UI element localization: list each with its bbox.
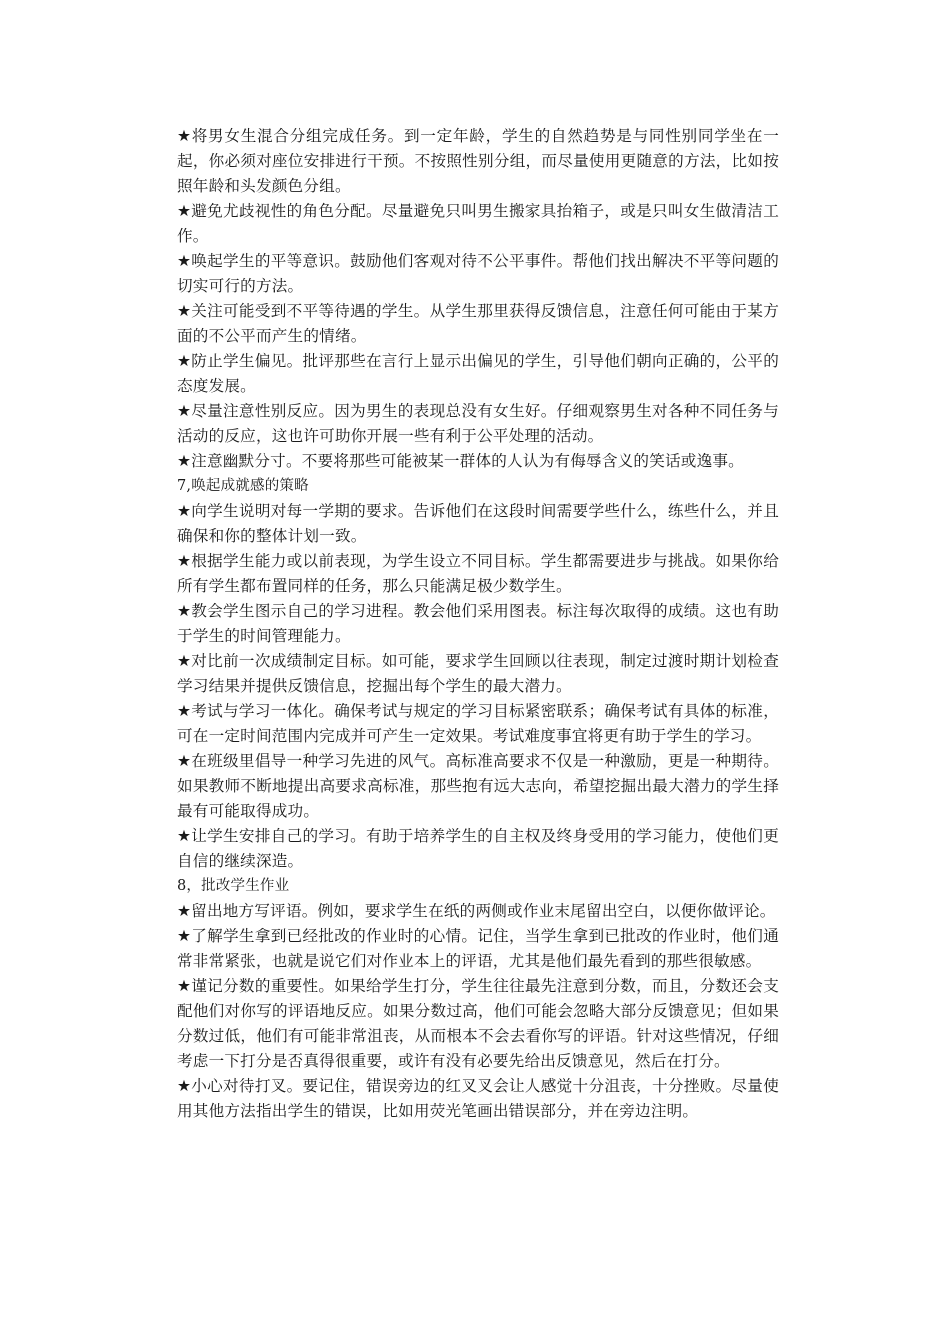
section-7-heading: 7,唤起成就感的策略	[177, 478, 309, 494]
tip-mixed-groups: ★将男女生混合分组完成任务。到一定年龄，学生的自然趋势是与同性别同学坐在一起，你必须对座位安排进行干预。不按照性别分组，而尽量使用更随意的方法，比如按照年龄和头发颜色分组。	[177, 127, 779, 195]
tip-prevent-prejudice: ★防止学生偏见。批评那些在言行上显示出偏见的学生，引导他们朝向正确的，公平的态度发展。	[177, 352, 779, 395]
tip-different-goals: ★根据学生能力或以前表现，为学生设立不同目标。学生都需要进步与挑战。如果你给所有学生都布置同样的任务，那么只能满足极少数学生。	[177, 552, 779, 595]
tip-humor: ★注意幽默分寸。不要将那些可能被某一群体的人认为有侮辱含义的笑话或逸事。	[177, 452, 744, 470]
section-8-heading: 8，批改学生作业	[177, 878, 290, 894]
tip-equality-awareness: ★唤起学生的平等意识。鼓励他们客观对待不公平事件。帮他们找出解决不平等问题的切实可行的方法。	[177, 252, 779, 295]
tip-term-requirements: ★向学生说明对每一学期的要求。告诉他们在这段时间需要学些什么，练些什么，并且确保和你的整体计划一致。	[177, 502, 779, 545]
tip-gender-reaction: ★尽量注意性别反应。因为男生的表现总没有女生好。仔细观察男生对各种不同任务与活动的反应，这也许可助你开展一些有利于公平处理的活动。	[177, 402, 779, 445]
tip-progress-chart: ★教会学生图示自己的学习进程。教会他们采用图表。标注每次取得的成绩。这也有助于学生的时间管理能力。	[177, 602, 779, 645]
tip-exam-integration: ★考试与学习一体化。确保考试与规定的学习目标紧密联系；确保考试有具体的标准，可在一定时间范围内完成并可产生一定效果。考试难度事宜将更有助于学生的学习。	[177, 702, 779, 745]
tip-student-feelings: ★了解学生拿到已经批改的作业时的心情。记住，当学生拿到已批改的作业时，他们通常非常紧张，也就是说它们对作业本上的评语，尤其是他们最先看到的那些很敏感。	[177, 927, 779, 970]
tip-role-assignment: ★避免尤歧视性的角色分配。尽量避免只叫男生搬家具抬箱子，或是只叫女生做清洁工作。	[177, 202, 779, 245]
tip-compare-scores: ★对比前一次成绩制定目标。如可能，要求学生回顾以往表现，制定过渡时期计划检查学习结果并提供反馈信息，挖掘出每个学生的最大潜力。	[177, 652, 779, 695]
tip-comment-space: ★留出地方写评语。例如，要求学生在纸的两侧或作业末尾留出空白，以便你做评论。	[177, 902, 776, 920]
tip-careful-marking: ★小心对待打叉。要记住，错误旁边的红叉叉会让人感觉十分沮丧，十分挫败。尽量使用其他方法指出学生的错误，比如用荧光笔画出错误部分，并在旁边注明。	[177, 1077, 779, 1120]
document-page	[177, 124, 779, 1124]
tip-unequal-treatment: ★关注可能受到不平等待遇的学生。从学生那里获得反馈信息，注意任何可能由于某方面的不公平而产生的情绪。	[177, 302, 779, 345]
tip-score-importance: ★谨记分数的重要性。如果给学生打分，学生往往最先注意到分数，而且，分数还会支配他们对你写的评语地反应。如果分数过高，他们可能会忽略大部分反馈意见；但如果分数过低，他们有可能非常沮丧，从而根本不会去看你写的评语。针对这些情况，仔细考虑一下打分是否真得很重要，或许有没有必要先给出反馈意见，然后在打分。	[177, 977, 779, 1070]
tip-class-culture: ★在班级里倡导一种学习先进的风气。高标准高要求不仅是一种激励，更是一种期待。如果教师不断地提出高要求高标准，那些抱有远大志向，希望挖掘出最大潜力的学生择最有可能取得成功。	[177, 752, 779, 820]
tip-self-arrange: ★让学生安排自己的学习。有助于培养学生的自主权及终身受用的学习能力，使他们更自信的继续深造。	[177, 827, 779, 870]
